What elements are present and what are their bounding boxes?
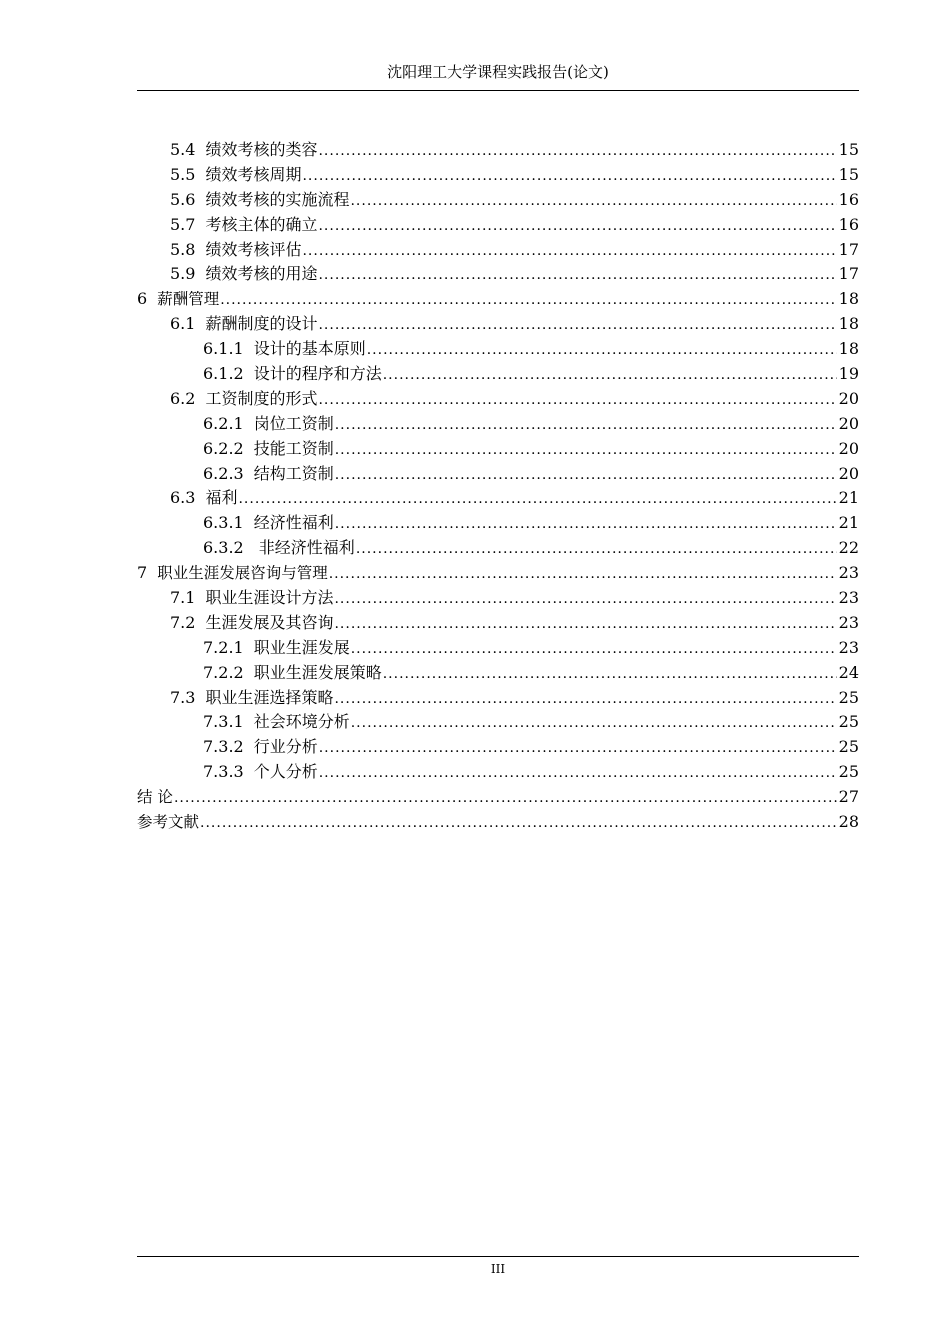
toc-entry-page: 23 bbox=[838, 588, 859, 608]
toc-entry-page: 21 bbox=[838, 513, 859, 533]
toc-entry-title: 职业生涯选择策略 bbox=[205, 687, 334, 707]
toc-entry-number: 6.1.2 bbox=[203, 364, 244, 384]
toc-entry-title: 非经济性福利 bbox=[253, 538, 355, 558]
toc-entry-number: 5.6 bbox=[170, 189, 196, 209]
toc-entry-number: 7.2 bbox=[170, 612, 196, 632]
toc-entry-title: 考核主体的确立 bbox=[205, 214, 318, 234]
toc-entry-number: 7.2.1 bbox=[203, 637, 244, 657]
toc-entry[interactable] bbox=[137, 735, 859, 760]
toc-entry-page: 28 bbox=[838, 812, 859, 832]
toc-entry[interactable] bbox=[137, 287, 859, 312]
toc-entry-page: 15 bbox=[838, 164, 859, 184]
toc-leader-dots bbox=[367, 338, 837, 363]
toc-leader-dots bbox=[318, 263, 836, 288]
toc-entry-page: 23 bbox=[838, 612, 859, 632]
toc-entry[interactable] bbox=[137, 238, 859, 263]
footer-rule bbox=[137, 1256, 859, 1257]
toc-entry[interactable] bbox=[137, 462, 859, 487]
toc-entry-number: 5.4 bbox=[170, 140, 196, 159]
toc-leader-dots bbox=[335, 512, 837, 537]
toc-entry-page: 20 bbox=[838, 463, 859, 483]
toc-leader-dots bbox=[383, 363, 837, 388]
table-of-contents bbox=[137, 138, 859, 835]
toc-entry-number: 5.5 bbox=[170, 164, 196, 184]
toc-leader-dots bbox=[238, 487, 836, 512]
toc-leader-dots bbox=[383, 662, 837, 687]
toc-leader-dots bbox=[302, 164, 836, 189]
toc-entry[interactable] bbox=[137, 686, 859, 711]
toc-entry-title: 结 论 bbox=[137, 788, 173, 807]
toc-entry[interactable] bbox=[137, 810, 859, 835]
toc-entry-title: 绩效考核周期 bbox=[205, 164, 302, 184]
toc-entry-title: 技能工资制 bbox=[253, 438, 334, 458]
toc-entry-page: 25 bbox=[838, 687, 859, 707]
toc-entry-page: 25 bbox=[838, 712, 859, 732]
toc-entry[interactable] bbox=[137, 760, 859, 785]
toc-entry-number: 6 bbox=[137, 289, 148, 309]
toc-entry-title: 参考文献 bbox=[137, 813, 200, 832]
toc-entry-title: 社会环境分析 bbox=[253, 712, 350, 732]
toc-entry-title: 岗位工资制 bbox=[253, 413, 334, 433]
toc-entry-title: 职业生涯发展策略 bbox=[253, 662, 382, 682]
toc-entry-title: 职业生涯发展 bbox=[253, 637, 350, 657]
toc-entry-number: 6.2.3 bbox=[203, 463, 244, 483]
toc-entry[interactable] bbox=[137, 362, 859, 387]
toc-leader-dots bbox=[318, 214, 836, 239]
toc-entry-title: 绩效考核的用途 bbox=[205, 264, 318, 284]
toc-entry-number: 6.3 bbox=[170, 488, 196, 508]
toc-leader-dots bbox=[220, 288, 836, 313]
toc-entry-number: 6.3.1 bbox=[203, 513, 244, 533]
toc-entry-page: 21 bbox=[838, 488, 859, 508]
toc-entry-page: 24 bbox=[838, 662, 859, 682]
toc-entry-page: 18 bbox=[838, 289, 859, 309]
toc-leader-dots bbox=[200, 811, 837, 836]
toc-leader-dots bbox=[302, 239, 836, 264]
toc-entry[interactable] bbox=[137, 586, 859, 611]
toc-entry-title: 绩效考核的实施流程 bbox=[205, 189, 350, 209]
toc-entry[interactable] bbox=[137, 785, 859, 810]
toc-entry[interactable] bbox=[137, 536, 859, 561]
toc-entry-number: 7.3 bbox=[170, 687, 196, 707]
toc-entry-title: 绩效考核的类容 bbox=[205, 140, 318, 159]
toc-entry-title: 工资制度的形式 bbox=[205, 388, 318, 408]
toc-leader-dots bbox=[334, 587, 836, 612]
toc-entry-title: 行业分析 bbox=[253, 737, 318, 757]
toc-entry[interactable] bbox=[137, 163, 859, 188]
toc-entry-title: 职业生涯发展咨询与管理 bbox=[157, 564, 328, 583]
toc-leader-dots bbox=[318, 139, 836, 164]
toc-entry-title: 设计的基本原则 bbox=[253, 339, 366, 359]
toc-entry[interactable] bbox=[137, 611, 859, 636]
toc-entry-page: 16 bbox=[838, 189, 859, 209]
toc-entry-page: 25 bbox=[838, 737, 859, 757]
toc-entry-number: 7.3.3 bbox=[203, 762, 244, 782]
toc-leader-dots bbox=[319, 736, 837, 761]
toc-entry[interactable] bbox=[137, 437, 859, 462]
toc-entry-page: 25 bbox=[838, 762, 859, 782]
toc-leader-dots bbox=[329, 562, 837, 587]
toc-entry[interactable] bbox=[137, 312, 859, 337]
toc-entry-title: 结构工资制 bbox=[253, 463, 334, 483]
toc-entry[interactable] bbox=[137, 188, 859, 213]
toc-entry[interactable] bbox=[137, 561, 859, 586]
toc-entry-number: 5.7 bbox=[170, 214, 196, 234]
toc-entry-page: 15 bbox=[838, 140, 859, 159]
toc-entry[interactable] bbox=[137, 387, 859, 412]
toc-entry-number: 6.2 bbox=[170, 388, 196, 408]
toc-entry-number: 7.3.2 bbox=[203, 737, 244, 757]
toc-leader-dots bbox=[335, 438, 837, 463]
toc-entry-number: 5.8 bbox=[170, 239, 196, 259]
toc-entry-title: 经济性福利 bbox=[253, 513, 334, 533]
toc-leader-dots bbox=[318, 313, 836, 338]
toc-entry[interactable] bbox=[137, 337, 859, 362]
toc-entry-page: 23 bbox=[838, 563, 859, 583]
toc-leader-dots bbox=[334, 612, 836, 637]
toc-entry-page: 22 bbox=[838, 538, 859, 558]
header-rule bbox=[137, 90, 859, 91]
toc-entry-page: 18 bbox=[838, 314, 859, 334]
toc-leader-dots bbox=[350, 189, 836, 214]
toc-entry[interactable] bbox=[137, 213, 859, 238]
toc-entry-page: 20 bbox=[838, 413, 859, 433]
toc-entry-title: 职业生涯设计方法 bbox=[205, 588, 334, 608]
toc-entry-number: 6.1.1 bbox=[203, 339, 244, 359]
toc-entry-number: 5.9 bbox=[170, 264, 196, 284]
toc-entry[interactable] bbox=[137, 486, 859, 511]
toc-entry-number: 7.1 bbox=[170, 588, 196, 608]
running-header: 沈阳理工大学课程实践报告(论文) bbox=[387, 63, 609, 81]
toc-entry-number: 7.2.2 bbox=[203, 662, 244, 682]
toc-entry[interactable] bbox=[137, 511, 859, 536]
toc-entry[interactable] bbox=[137, 636, 859, 661]
toc-entry-page: 16 bbox=[838, 214, 859, 234]
toc-entry-page: 23 bbox=[838, 637, 859, 657]
toc-leader-dots bbox=[174, 786, 837, 811]
toc-entry[interactable] bbox=[137, 412, 859, 437]
toc-entry-number: 6.1 bbox=[170, 314, 196, 334]
toc-leader-dots bbox=[334, 687, 836, 712]
toc-leader-dots bbox=[335, 413, 837, 438]
toc-entry-title: 设计的程序和方法 bbox=[253, 364, 382, 384]
toc-entry[interactable] bbox=[137, 710, 859, 735]
toc-entry-title: 福利 bbox=[205, 488, 238, 508]
toc-leader-dots bbox=[356, 537, 837, 562]
toc-entry-page: 19 bbox=[838, 364, 859, 384]
page-number: III bbox=[490, 1262, 506, 1276]
toc-leader-dots bbox=[319, 761, 837, 786]
toc-entry-page: 17 bbox=[838, 264, 859, 284]
toc-entry-number: 7.3.1 bbox=[203, 712, 244, 732]
toc-entry-page: 20 bbox=[838, 438, 859, 458]
toc-entry-number: 6.2.1 bbox=[203, 413, 244, 433]
toc-entry[interactable] bbox=[137, 262, 859, 287]
toc-entry[interactable] bbox=[137, 661, 859, 686]
toc-entry-title: 薪酬制度的设计 bbox=[205, 314, 318, 334]
toc-leader-dots bbox=[335, 463, 837, 488]
toc-entry-title: 生涯发展及其咨询 bbox=[205, 612, 334, 632]
toc-entry-number: 6.3.2 bbox=[203, 538, 244, 558]
toc-entry-title: 薪酬管理 bbox=[157, 290, 220, 309]
toc-entry-title: 绩效考核评估 bbox=[205, 239, 302, 259]
toc-entry-title: 个人分析 bbox=[253, 762, 318, 782]
toc-entry-number: 6.2.2 bbox=[203, 438, 244, 458]
toc-entry-page: 18 bbox=[838, 339, 859, 359]
toc-entry-number: 7 bbox=[137, 563, 148, 583]
toc-entry-page: 17 bbox=[838, 239, 859, 259]
toc-entry-page: 27 bbox=[838, 787, 859, 807]
toc-leader-dots bbox=[351, 711, 837, 736]
toc-leader-dots bbox=[318, 388, 836, 413]
toc-leader-dots bbox=[351, 637, 837, 662]
toc-entry[interactable] bbox=[137, 138, 859, 163]
toc-entry-page: 20 bbox=[838, 388, 859, 408]
